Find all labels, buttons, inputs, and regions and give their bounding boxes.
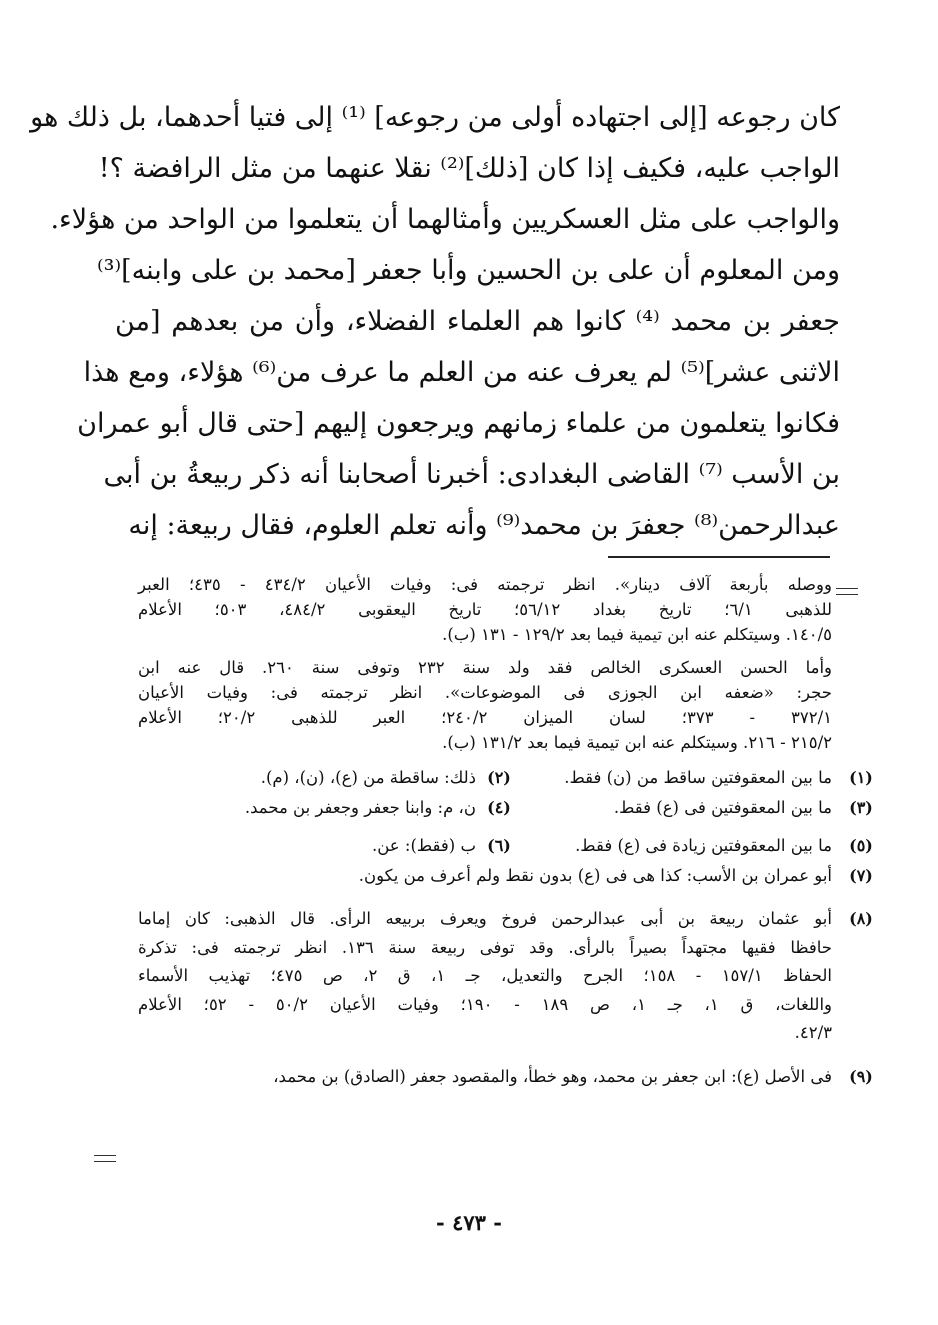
main-line: ومن المعلوم أن على بن الحسين وأبا جعفر [محمد بن على وابنه]⁽³⁾: [96, 255, 840, 286]
footnote-number: (١): [849, 768, 873, 787]
footnote-continuation-2: [138, 655, 838, 755]
footnote-text: ما بين المعقوفتين زيادة فى (ع) فقط.: [575, 836, 832, 855]
main-line: كان رجوعه [إلى اجتهاده أولى من رجوعه] ⁽¹⁾ إلى فتيا أحدهما، بل ذلك هو: [30, 102, 840, 133]
footnote-line: للذهبى ٦/١؛ تاريخ بغداد ٥٦/١٢؛ تاريخ اليعقوبى ٤٨٤/٢، ٥٠٣؛ الأعلام: [138, 600, 832, 619]
footnote-text: فى الأصل (ع): ابن جعفر بن محمد، وهو خطأ، والمقصود جعفر (الصادق) بن محمد،: [273, 1066, 832, 1086]
continuation-mark: [94, 1155, 116, 1162]
main-line: الواجب عليه، فكيف إذا كان [ذلك]⁽²⁾ نقلا عنهما من مثل الرافضة ؟!: [98, 153, 840, 184]
main-line: جعفر بن محمد ⁽⁴⁾ كانوا هم العلماء الفضلاء، وأن من بعدهم [من: [115, 306, 840, 337]
footnote-line: ٣٧٢/١ - ٣٧٣؛ لسان الميزان ٢٤٠/٢؛ العبر للذهبى ٢٠/٢؛ الأعلام: [138, 708, 832, 727]
footnote-text: ذلك: ساقطة من (ع)، (ن)، (م).: [260, 768, 476, 787]
footnote-continuation-1: [138, 572, 838, 647]
footnote-text: أبو عمران بن الأسب: كذا هى فى (ع) بدون نقط ولم أعرف من يكون.: [358, 866, 832, 885]
footnote-line: أبو عثمان ربيعة بن أبى عبدالرحمن فروخ ويعرف بربيعه الرأى. قال الذهبى: كان إماما: [138, 909, 832, 928]
footnote-line: ٤٢/٣.: [794, 1023, 832, 1042]
footnote-line: الحفاظ ١٥٧/١ - ١٥٨؛ الجرح والتعديل، جـ ١، ق ٢، ص ٤٧٥؛ تهذيب الأسماء: [138, 966, 832, 985]
footnote-9: [138, 1062, 873, 1092]
footnote-line: وأما الحسن العسكرى الخالص فقد ولد سنة ٢٣٢ وتوفى سنة ٢٦٠. قال عنه ابن: [138, 658, 833, 677]
main-line: فكانوا يتعلمون من علماء زمانهم ويرجعون إليهم [حتى قال أبو عمران: [77, 408, 840, 439]
footnote-row-1-2: [138, 763, 873, 793]
footnote-text: ما بين المعقوفتين ساقط من (ن) فقط.: [564, 768, 832, 787]
footnote-number: (٧): [849, 866, 873, 885]
footnote-number: (٩): [849, 1066, 873, 1086]
footnote-8: [138, 905, 873, 1048]
footnote-line: واللغات، ق ١، جـ ١، ص ١٨٩ - ١٩٠؛ وفيات الأعيان ٥٠/٢ - ٥٢؛ الأعلام: [138, 994, 833, 1014]
footnote-7: [138, 861, 873, 891]
footnotes: [138, 572, 873, 1092]
footnote-text: ن، م: وابنا جعفر وجعفر بن محمد.: [244, 798, 476, 817]
footnote-number: (٨): [849, 909, 873, 928]
footnote-line: حجر: «ضعفه ابن الجوزى فى الموضوعات». انظر ترجمته فى: وفيات الأعيان: [138, 683, 832, 702]
footnote-text: ب (فقط): عن.: [371, 836, 476, 855]
main-line: عبدالرحمن⁽⁸⁾ جعفرَ بن محمد⁽⁹⁾ وأنه تعلم العلوم، فقال ربيعة: إنه: [128, 510, 840, 541]
footnote-number: (٣): [849, 798, 873, 817]
continuation-mark: [836, 588, 858, 595]
footnote-number: (٥): [849, 836, 873, 855]
footnote-line: ١٤٠/٥. وسيتكلم عنه ابن تيمية فيما بعد ١٢٩/٢ - ١٣١ (ب).: [442, 625, 832, 644]
footnote-separator: [608, 556, 830, 558]
footnote-number: (٤): [487, 798, 511, 817]
footnote-line: ووصله بأربعة آلاف دينار». انظر ترجمته فى: وفيات الأعيان ٤٣٤/٢ - ٤٣٥؛ العبر: [138, 575, 832, 594]
main-line: والواجب على مثل العسكريين وأمثالهما أن يتعلموا من الواحد من هؤلاء.: [50, 204, 840, 235]
footnote-line: حافظا فقيها مجتهداً بصيراً بالرأى. وقد توفى ربيعة سنة ١٣٦. انظر ترجمته فى: تذكرة: [138, 937, 832, 957]
page-number: - ٤٧٣ -: [436, 1210, 502, 1235]
footnote-number: (٢): [487, 768, 511, 787]
footnote-row-3-4: [138, 793, 873, 823]
main-text: [30, 92, 840, 551]
main-line: الاثنى عشر]⁽⁵⁾ لم يعرف عنه من العلم ما عرف من⁽⁶⁾ هؤلاء، ومع هذا: [83, 357, 840, 388]
main-line: بن الأسب ⁽⁷⁾ القاضى البغدادى: أخبرنا أصحابنا أنه ذكر ربيعةُ بن أبى: [103, 459, 840, 490]
footnote-text: ما بين المعقوفتين فى (ع) فقط.: [613, 798, 832, 817]
footnote-row-5-6: [138, 831, 873, 861]
footnote-number: (٦): [487, 836, 511, 855]
footnote-line: ٢١٥/٢ - ٢١٦. وسيتكلم عنه ابن تيمية فيما بعد ١٣١/٢ (ب).: [442, 733, 832, 752]
